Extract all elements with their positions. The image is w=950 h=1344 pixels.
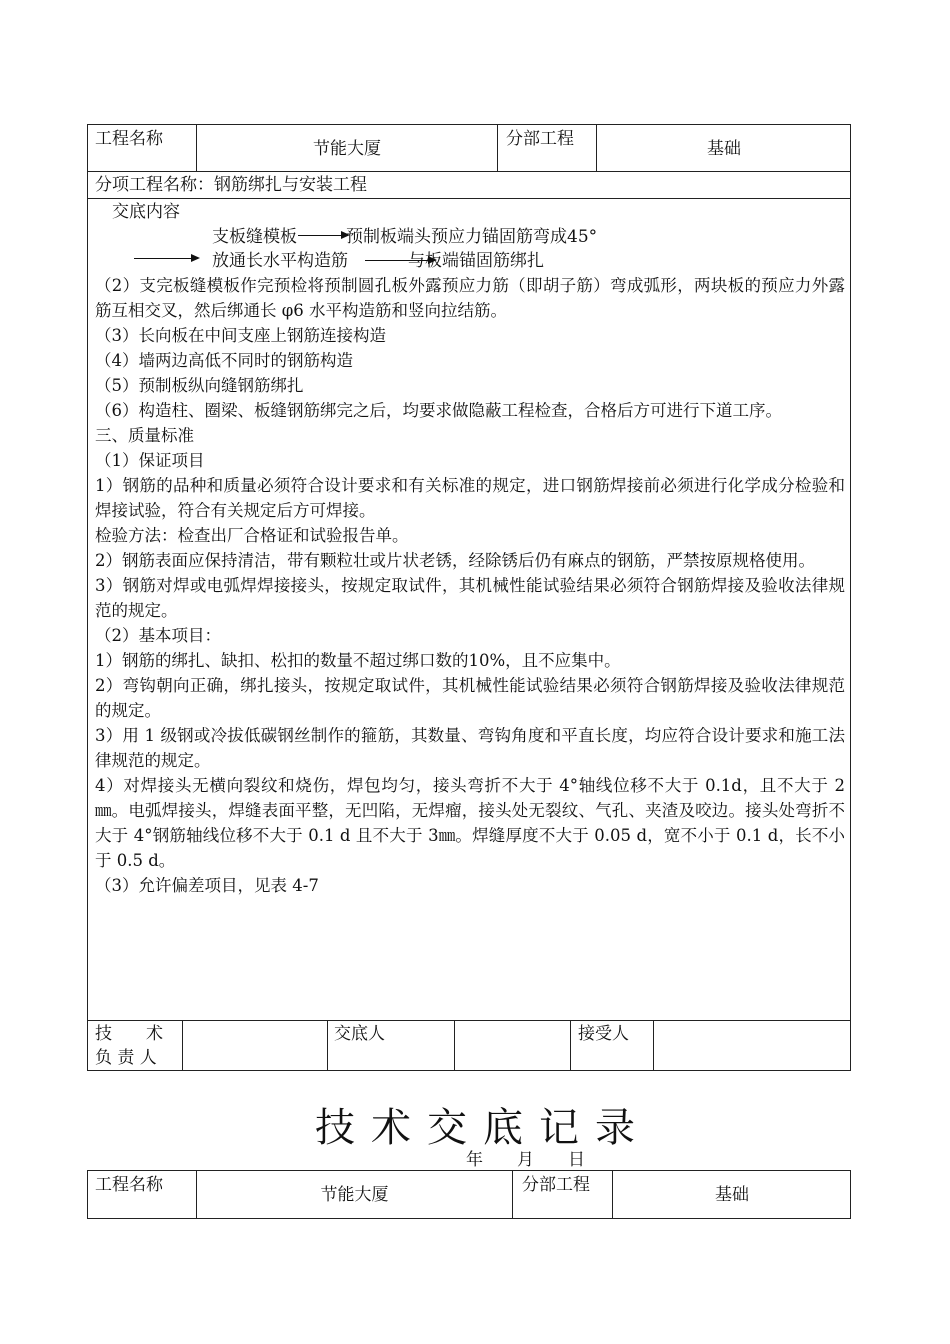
diagram-step-tie: 与板端锚固筋绑扎 — [408, 251, 544, 271]
paragraph: 检验方法：检查出厂合格证和试验报告单。 — [95, 526, 409, 545]
project-name-value: 节能大厦 — [313, 139, 381, 159]
receiver-signature-field[interactable] — [654, 1021, 850, 1070]
paragraph: 4）对焊接头无横向裂纹和烧伤，焊包均匀，接头弯折不大于 4°轴线位移不大于 0.1d，且不大于 2㎜。电弧焊接头，焊缝表面平整，无凹陷，无焊瘤，接头处无裂纹、气孔、夹渣及咬边。接头处弯折不大于 4°钢筋轴线位移不大于 0.1 d 且不大于 3㎜。焊缝厚度不大于 0.05 d，宽不小于 0.1 d，长不小于 0.5 d。 — [95, 776, 845, 870]
discloser-signature-field[interactable] — [455, 1021, 569, 1070]
paragraph: 2）钢筋表面应保持清洁，带有颗粒壮或片状老锈，经除锈后仍有麻点的钢筋，严禁按原规格使用。 — [95, 551, 815, 570]
diagram-step-horizontal-bar: 放通长水平构造筋 — [212, 251, 348, 271]
paragraph: （3）允许偏差项目，见表 4-7 — [95, 876, 319, 895]
project-name-label: 工程名称 — [95, 1175, 163, 1195]
paragraph: 1）钢筋的品种和质量必须符合设计要求和有关标准的规定，进口钢筋焊接前必须进行化学成分检验和焊接试验，符合有关规定后方可焊接。 — [95, 476, 845, 520]
receiver-label: 接受人 — [578, 1024, 629, 1044]
tech-lead-label-line1: 技 术 — [95, 1024, 163, 1044]
date-line: 年 月 日 — [466, 1150, 585, 1170]
paragraph: （5）预制板纵向缝钢筋绑扎 — [95, 376, 304, 395]
division-value: 基础 — [715, 1185, 749, 1205]
paragraph: （2）基本项目： — [95, 626, 221, 645]
record-title: 技术交底记录 — [315, 1105, 651, 1151]
paragraph: 3）钢筋对焊或电弧焊焊接接头，按规定取试件，其机械性能试验结果必须符合钢筋焊接及验收法律规范的规定。 — [95, 576, 845, 620]
diagram-step-bend: 预制板端头预应力锚固筋弯成45° — [346, 227, 598, 247]
tech-lead-signature-field[interactable] — [183, 1021, 326, 1070]
paragraph: 2）弯钩朝向正确，绑扎接头，按规定取试件，其机械性能试验结果必须符合钢筋焊接及验收法律规范的规定。 — [95, 676, 845, 720]
paragraph: 3）用 1 级钢或冷拔低碳钢丝制作的箍筋，其数量、弯钩角度和平直长度，均应符合设计要求和施工法律规范的规定。 — [95, 726, 845, 770]
diagram-step-formwork: 支板缝模板 — [212, 227, 297, 247]
paragraph: （2）支完板缝模板作完预检将预制圆孔板外露预应力筋（即胡子筋）弯成弧形，两块板的预应力外露筋互相交叉，然后绑通长 φ6 水平构造筋和竖向拉结筋。 — [95, 276, 845, 320]
arrow-icon — [298, 235, 348, 236]
division-label: 分部工程 — [506, 129, 574, 149]
discloser-label: 交底人 — [334, 1024, 385, 1044]
tech-lead-label-line2: 负 责 人 — [95, 1048, 157, 1068]
paragraph: （4）墙两边高低不同时的钢筋构造 — [95, 351, 353, 370]
section-heading: 三、质量标准 — [95, 426, 194, 445]
paragraph: （3）长向板在中间支座上钢筋连接构造 — [95, 326, 386, 345]
paragraph: 1）钢筋的绑扎、缺扣、松扣的数量不超过绑口数的10%，且不应集中。 — [95, 651, 621, 670]
content-body — [95, 273, 845, 898]
content-heading: 交底内容 — [112, 202, 180, 222]
division-value: 基础 — [707, 139, 741, 159]
project-name-label: 工程名称 — [95, 129, 163, 149]
subitem-name: 分项工程名称：钢筋绑扎与安装工程 — [95, 175, 367, 195]
paragraph: （1）保证项目 — [95, 451, 205, 470]
division-label: 分部工程 — [522, 1175, 590, 1195]
arrow-icon — [134, 258, 198, 259]
project-name-value: 节能大厦 — [320, 1185, 389, 1205]
paragraph: （6）构造柱、圈梁、板缝钢筋绑完之后，均要求做隐蔽工程检查，合格后方可进行下道工序。 — [95, 401, 782, 420]
